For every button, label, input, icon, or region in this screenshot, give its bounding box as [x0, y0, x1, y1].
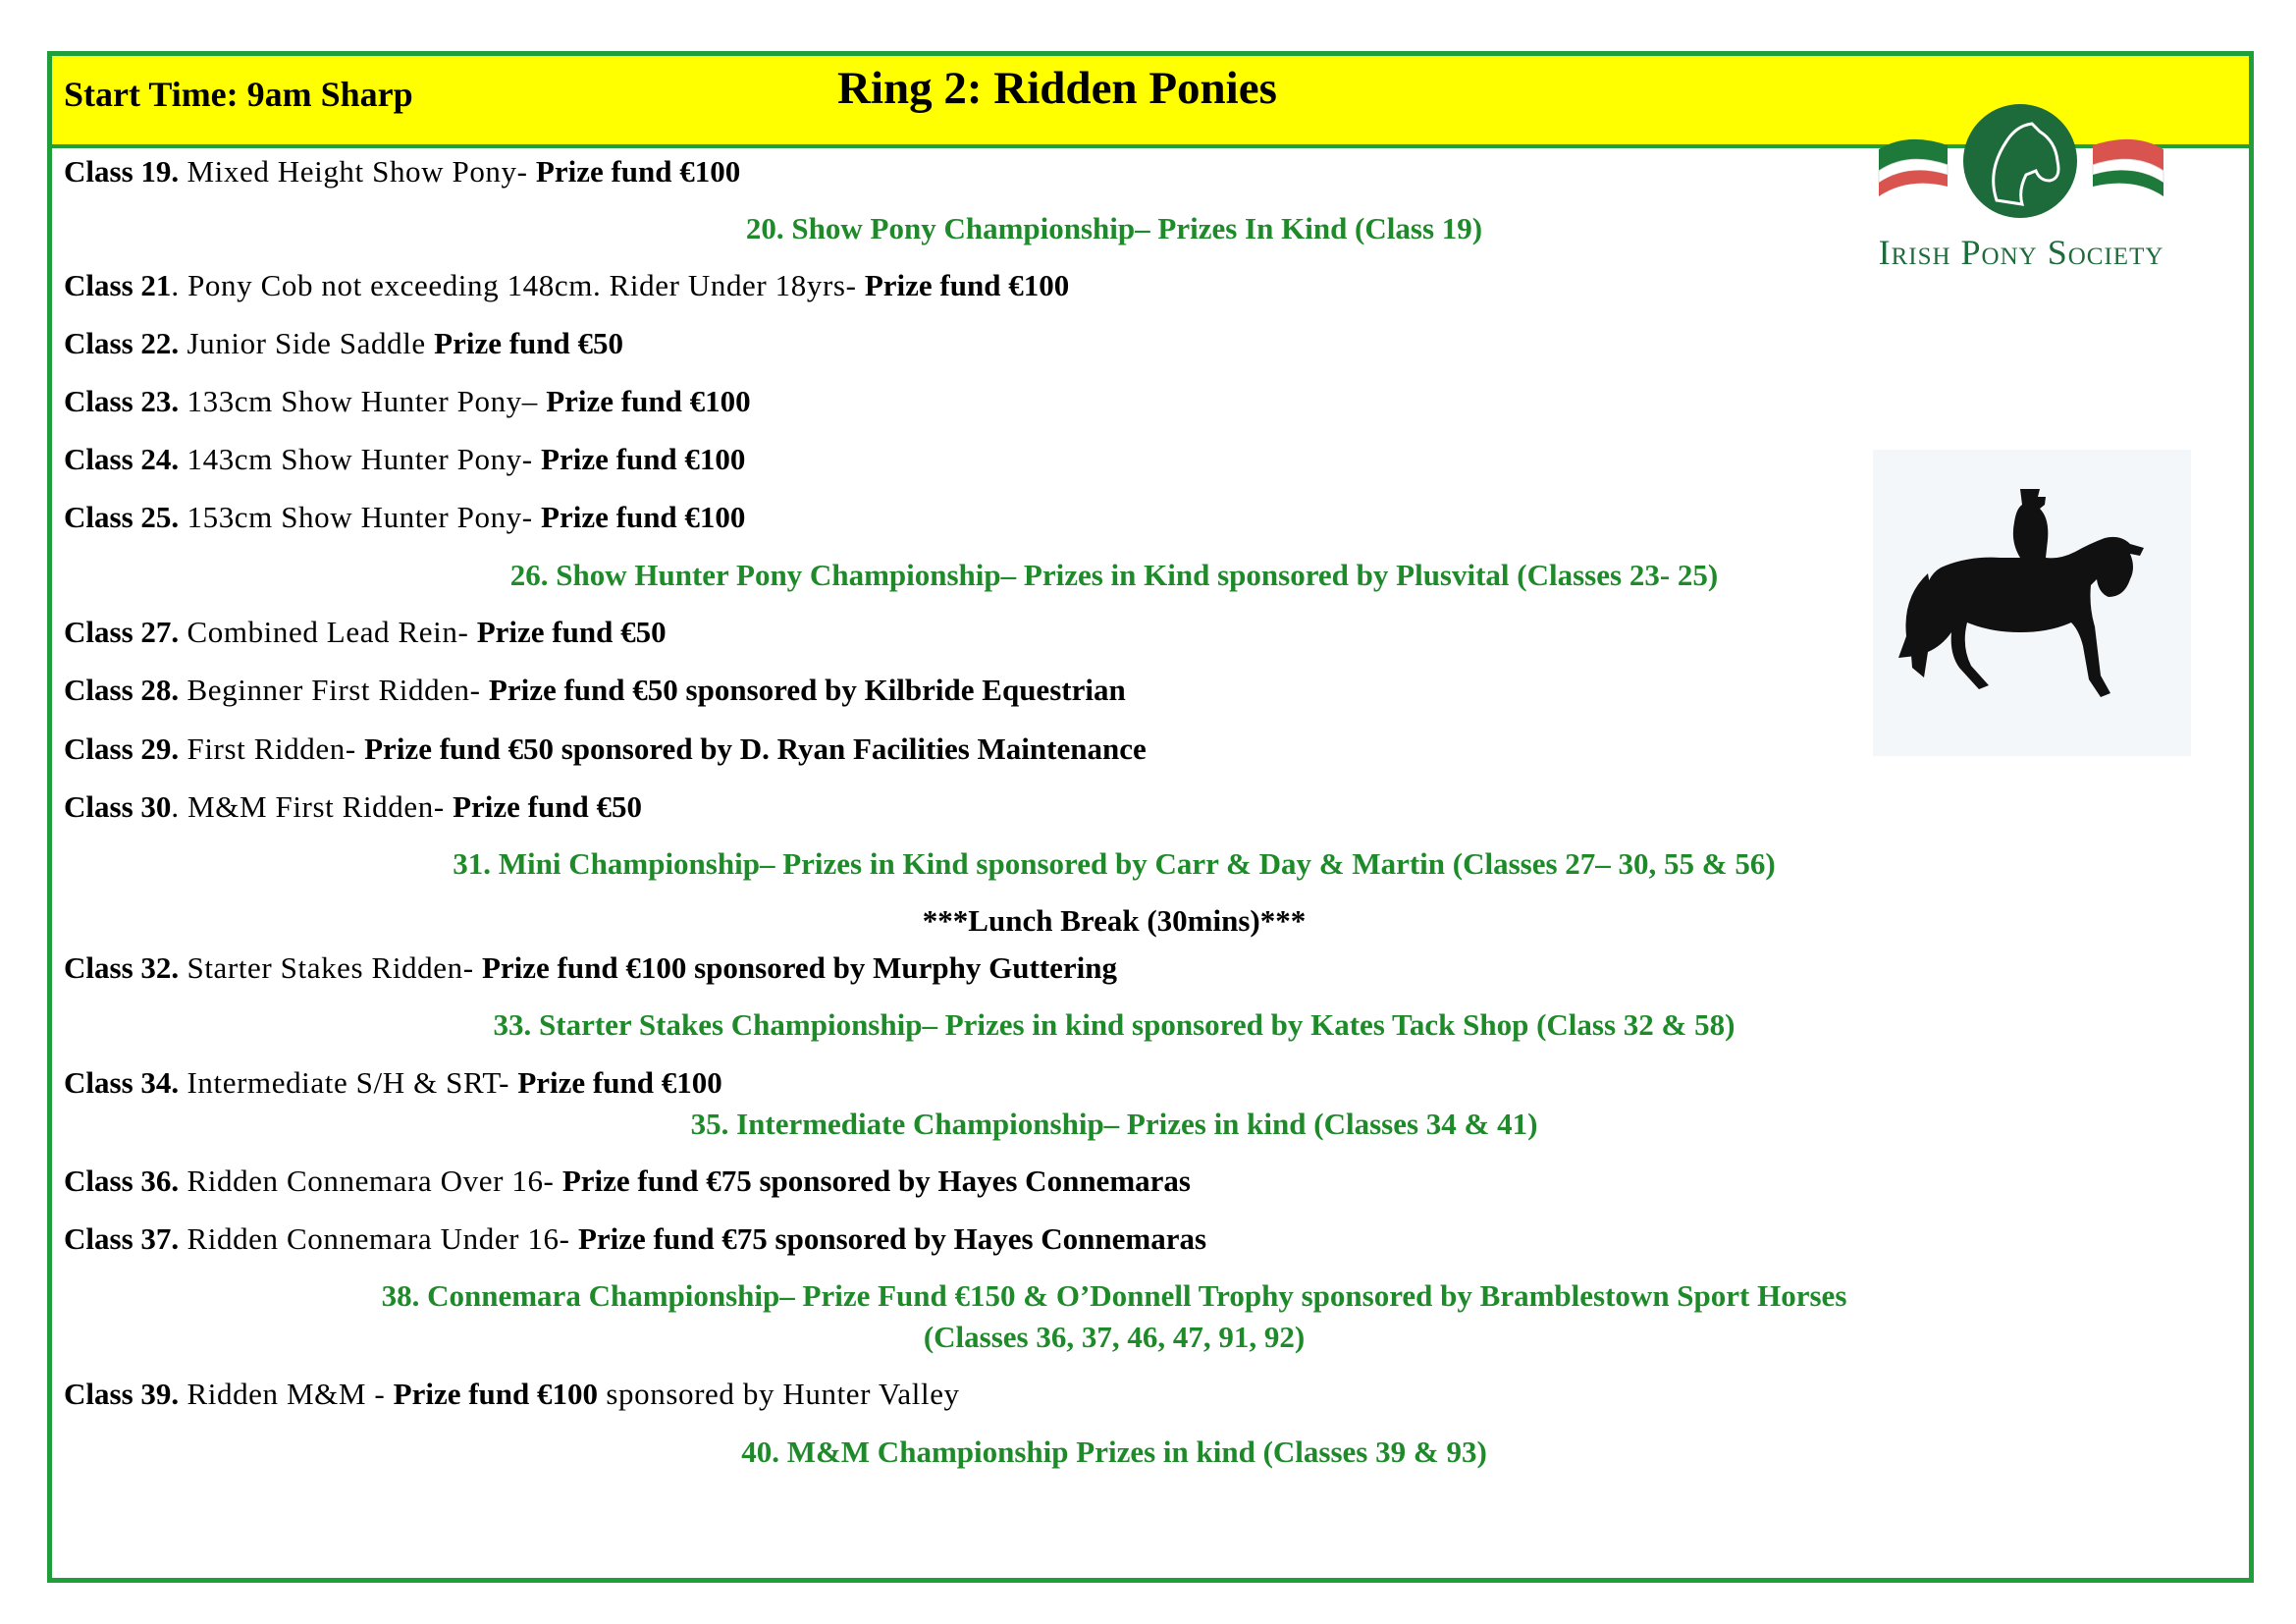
class-label: Class 30: [64, 789, 172, 824]
championship-row: 33. Starter Stakes Championship– Prizes in kind sponsored by Kates Tack Shop (Class 32 & 58): [493, 1007, 1735, 1042]
start-time: Start Time: 9am Sharp: [64, 75, 413, 114]
class-label: Class 19.: [64, 154, 180, 189]
class-row: [64, 1377, 960, 1412]
class-prize: Prize fund €100 sponsored by Murphy Guttering: [481, 950, 1118, 985]
class-prize: Prize fund €100: [541, 442, 746, 476]
class-prize: Prize fund €100: [535, 154, 741, 189]
class-desc: Combined Lead Rein-: [179, 615, 477, 649]
championship-row: 38. Connemara Championship– Prize Fund €150 & O’Donnell Trophy sponsored by Bramblestown Sport Horses: [381, 1278, 1847, 1313]
pony-head-icon: [1840, 102, 2203, 230]
ring-title: Ring 2: Ridden Ponies: [837, 63, 1277, 114]
class-desc: Mixed Height Show Pony-: [179, 154, 536, 189]
horse-rider-icon: [1873, 450, 2191, 756]
class-row: [64, 673, 1126, 708]
class-label: Class 29.: [64, 731, 180, 766]
class-desc: Junior Side Saddle: [179, 326, 435, 360]
class-prize: Prize fund €100: [864, 268, 1070, 302]
class-prize: Prize fund €50: [434, 326, 624, 360]
class-label: Class 32.: [64, 950, 180, 985]
class-sponsor: sponsored by Hunter Valley: [598, 1377, 960, 1411]
class-label: Class 28.: [64, 673, 180, 707]
class-desc: 143cm Show Hunter Pony-: [179, 442, 542, 476]
rider-silhouette-image: [1873, 450, 2191, 756]
class-prize: Prize fund €50: [476, 615, 667, 649]
class-row: [64, 1164, 1191, 1199]
championship-row: 31. Mini Championship– Prizes in Kind sponsored by Carr & Day & Martin (Classes 27– 30, 55 & 56): [453, 846, 1776, 881]
class-row: [64, 789, 642, 825]
class-prize: Prize fund €50 sponsored by Kilbride Equestrian: [488, 673, 1126, 707]
class-desc: Beginner First Ridden-: [179, 673, 489, 707]
championship-row-continued: (Classes 36, 37, 46, 47, 91, 92): [923, 1320, 1306, 1354]
class-prize: Prize fund €50: [453, 789, 642, 824]
class-label: Class 24.: [64, 442, 180, 476]
class-row: [64, 1221, 1206, 1257]
class-desc: 153cm Show Hunter Pony-: [179, 500, 542, 534]
class-prize: Prize fund €100: [541, 500, 746, 534]
class-label: Class 22.: [64, 326, 180, 360]
class-desc: Ridden Connemara Under 16-: [179, 1221, 578, 1256]
logo-text: Irish Pony Society: [1878, 233, 2164, 272]
class-label: Class 34.: [64, 1065, 180, 1100]
class-label: Class 27.: [64, 615, 180, 649]
class-prize: Prize fund €50 sponsored by D. Ryan Facilities Maintenance: [364, 731, 1147, 766]
class-row: [64, 442, 745, 477]
class-label: Class 23.: [64, 384, 180, 418]
class-row: [64, 500, 745, 535]
class-row: [64, 731, 1147, 767]
class-row: [64, 615, 667, 650]
class-desc: Ridden Connemara Over 16-: [179, 1164, 562, 1198]
championship-row: 26. Show Hunter Pony Championship– Prizes in Kind sponsored by Plusvital (Classes 23- 25): [509, 558, 1719, 592]
championship-row: 20. Show Pony Championship– Prizes In Kind (Class 19): [745, 211, 1483, 245]
society-logo: [1840, 102, 2203, 328]
class-desc: First Ridden-: [179, 731, 365, 766]
class-row: [64, 154, 740, 189]
class-row: [64, 1065, 722, 1101]
class-label: Class 25.: [64, 500, 180, 534]
championship-row: 40. M&M Championship Prizes in kind (Classes 39 & 93): [741, 1435, 1487, 1469]
class-label: Class 39.: [64, 1377, 180, 1411]
class-row: [64, 384, 751, 419]
championship-row: 35. Intermediate Championship– Prizes in kind (Classes 34 & 41): [690, 1107, 1538, 1141]
class-desc: Ridden M&M -: [179, 1377, 394, 1411]
class-desc: 133cm Show Hunter Pony–: [179, 384, 547, 418]
class-prize: Prize fund €75 sponsored by Hayes Connemaras: [577, 1221, 1207, 1256]
class-desc: . Pony Cob not exceeding 148cm. Rider Under 18yrs-: [171, 268, 865, 302]
lunch-break: ***Lunch Break (30mins)***: [922, 903, 1307, 938]
class-desc: Starter Stakes Ridden-: [179, 950, 482, 985]
class-desc: . M&M First Ridden-: [171, 789, 454, 824]
class-prize: Prize fund €100: [393, 1377, 599, 1411]
class-prize: Prize fund €100: [517, 1065, 722, 1100]
class-row: [64, 950, 1117, 986]
class-label: Class 37.: [64, 1221, 180, 1256]
class-label: Class 36.: [64, 1164, 180, 1198]
class-prize: Prize fund €75 sponsored by Hayes Connemaras: [561, 1164, 1191, 1198]
class-desc: Intermediate S/H & SRT-: [179, 1065, 518, 1100]
class-row: [64, 326, 623, 361]
class-row: [64, 268, 1069, 303]
class-prize: Prize fund €100: [546, 384, 751, 418]
class-label: Class 21: [64, 268, 172, 302]
